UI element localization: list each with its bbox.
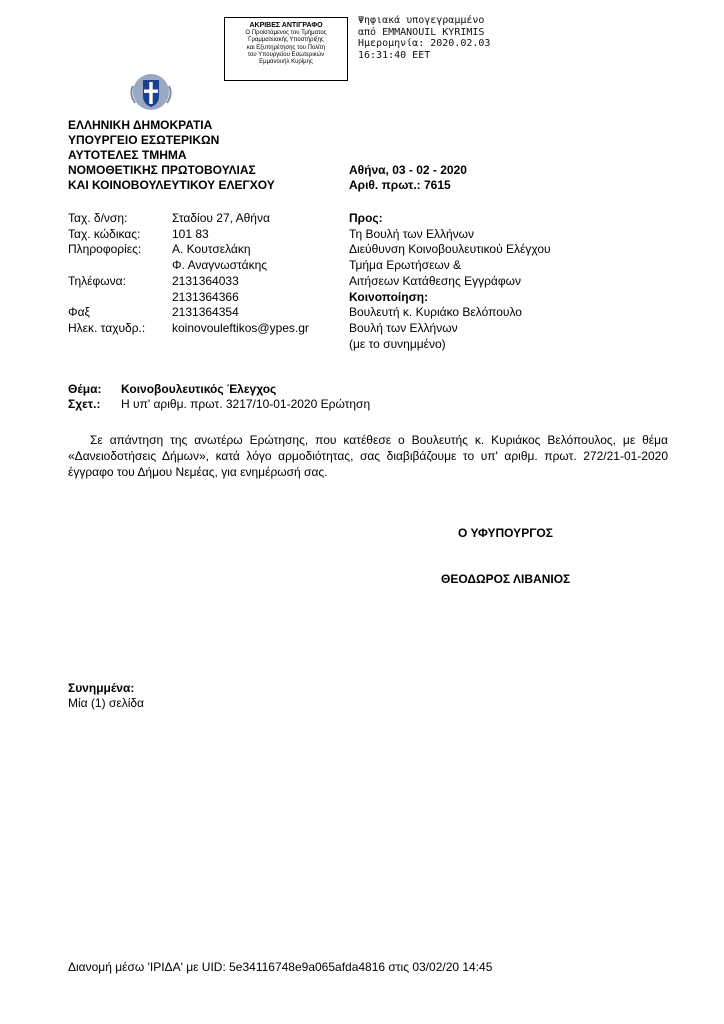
signature-line: Ημερομηνία: 2020.02.03	[358, 38, 491, 49]
cc-line: Βουλευτή κ. Κυριάκο Βελόπουλο	[349, 305, 522, 320]
to-line: Τμήμα Ερωτήσεων &	[349, 258, 462, 273]
to-line: Αιτήσεων Κατάθεσης Εγγράφων	[349, 273, 521, 288]
cc-label: Κοινοποίηση:	[349, 289, 429, 304]
signatory-name: ΘΕΟΔΩΡΟΣ ΛΙΒΑΝΙΟΣ	[441, 572, 571, 586]
greek-coat-of-arms-icon	[125, 72, 177, 112]
to-line: Τη Βουλή των Ελλήνων	[349, 226, 475, 241]
subject-value: Κοινοβουλευτικός Έλεγχος	[121, 382, 277, 396]
body-paragraph	[68, 432, 668, 480]
contact-label: Ταχ. δ/νση:	[68, 211, 128, 225]
contact-labels	[68, 211, 145, 337]
body-text: Σε απάντηση της ανωτέρω Ερώτησης, που κατέθεσε ο Βουλευτής κ. Κυριάκος Βελόπουλος, με θέμα «Δανειοδοτήσεις Δήμων», κατά λόγο αρμοδιότητας, σας διαβιβάζουμε το υπ' αριθμ. πρωτ. 272/21-01-2020 έγγραφο του Δήμου Νεμέας, για ενημέρωσή σας.	[68, 433, 668, 479]
contact-label: Πληροφορίες:	[68, 242, 142, 257]
header-line: ΚΑΙ ΚΟΙΝΟΒΟΥΛΕΥΤΙΚΟΥ ΕΛΕΓΧΟΥ	[68, 178, 275, 192]
ministry-header	[68, 118, 275, 193]
to-label: Προς:	[349, 211, 383, 225]
contact-label	[68, 290, 145, 306]
stamp-line: Γραμματειακής Υποστήριξης	[248, 37, 324, 44]
digital-signature	[358, 15, 490, 61]
stamp-line: και Εξυπηρέτησης του Πολίτη	[246, 44, 326, 51]
contact-email: koinovouleftikos@ypes.gr	[172, 320, 309, 335]
certified-copy-stamp	[224, 17, 348, 81]
stamp-title: ΑΚΡΙΒΕΣ ΑΝΤΙΓΡΑΦΟ	[249, 22, 323, 29]
contact-info-person: Α. Κουτσελάκη	[172, 242, 251, 257]
signature-line: 16:31:40 EET	[358, 49, 431, 61]
contact-label: Ηλεκ. ταχυδρ.:	[68, 320, 146, 335]
attachments-label: Συνημμένα:	[68, 681, 135, 695]
document-date: Αθήνα, 03 - 02 - 2020	[349, 163, 467, 177]
stamp-line: Ο Προϊστάμενος του Τμήματος	[245, 30, 327, 36]
cc-line: (με το συνημμένο)	[349, 336, 446, 351]
reference-label: Σχετ.:	[68, 397, 101, 411]
cc-line: Βουλή των Ελλήνων	[349, 320, 458, 335]
header-line: ΕΛΛΗΝΙΚΗ ΔΗΜΟΚΡΑΤΙΑ	[68, 118, 213, 132]
protocol-number: Αριθ. πρωτ.: 7615	[349, 178, 451, 192]
contact-postcode: 101 83	[172, 226, 209, 241]
attachments-value: Μία (1) σελίδα	[68, 696, 144, 710]
contact-label: Ταχ. κώδικας:	[68, 226, 141, 241]
header-line: ΝΟΜΟΘΕΤΙΚΗΣ ΠΡΩΤΟΒΟΥΛΙΑΣ	[68, 163, 256, 177]
contact-label: Φαξ	[68, 305, 90, 320]
signatory-role: Ο ΥΦΥΠΟΥΡΓΟΣ	[458, 526, 553, 540]
recipients	[349, 211, 551, 352]
distribution-footer: Διανομή μέσω 'ΙΡΙΔΑ' με UID: 5e34116748e9a065afda4816 στις 03/02/20 14:45	[68, 960, 493, 974]
stamp-line: του Υπουργείου Εσωτερικών	[247, 51, 325, 58]
subject-label: Θέμα:	[68, 382, 102, 396]
signature-line: από EMMANOUIL KYRIMIS	[358, 26, 485, 38]
contact-label	[68, 258, 145, 274]
stamp-line: Εμμανουήλ Κυρίμης	[259, 59, 313, 66]
reference-value: Η υπ' αριθμ. πρωτ. 3217/10-01-2020 Ερώτηση	[121, 397, 371, 411]
contact-label: Τηλέφωνα:	[68, 273, 126, 288]
to-line: Διεύθυνση Κοινοβουλευτικού Ελέγχου	[349, 242, 551, 257]
contact-fax: 2131364354	[172, 305, 239, 320]
header-line: ΥΠΟΥΡΓΕΙΟ ΕΣΩΤΕΡΙΚΩΝ	[68, 133, 220, 147]
contact-address: Σταδίου 27, Αθήνα	[172, 211, 270, 225]
contact-values	[172, 211, 309, 337]
contact-phone: 2131364033	[172, 273, 239, 288]
signature-line: Ψηφιακά υπογεγραμμένο	[358, 15, 485, 26]
contact-phone: 2131364366	[172, 289, 239, 304]
contact-info-person: Φ. Αναγνωστάκης	[172, 258, 268, 273]
header-line: ΑΥΤΟΤΕΛΕΣ ΤΜΗΜΑ	[68, 148, 187, 162]
